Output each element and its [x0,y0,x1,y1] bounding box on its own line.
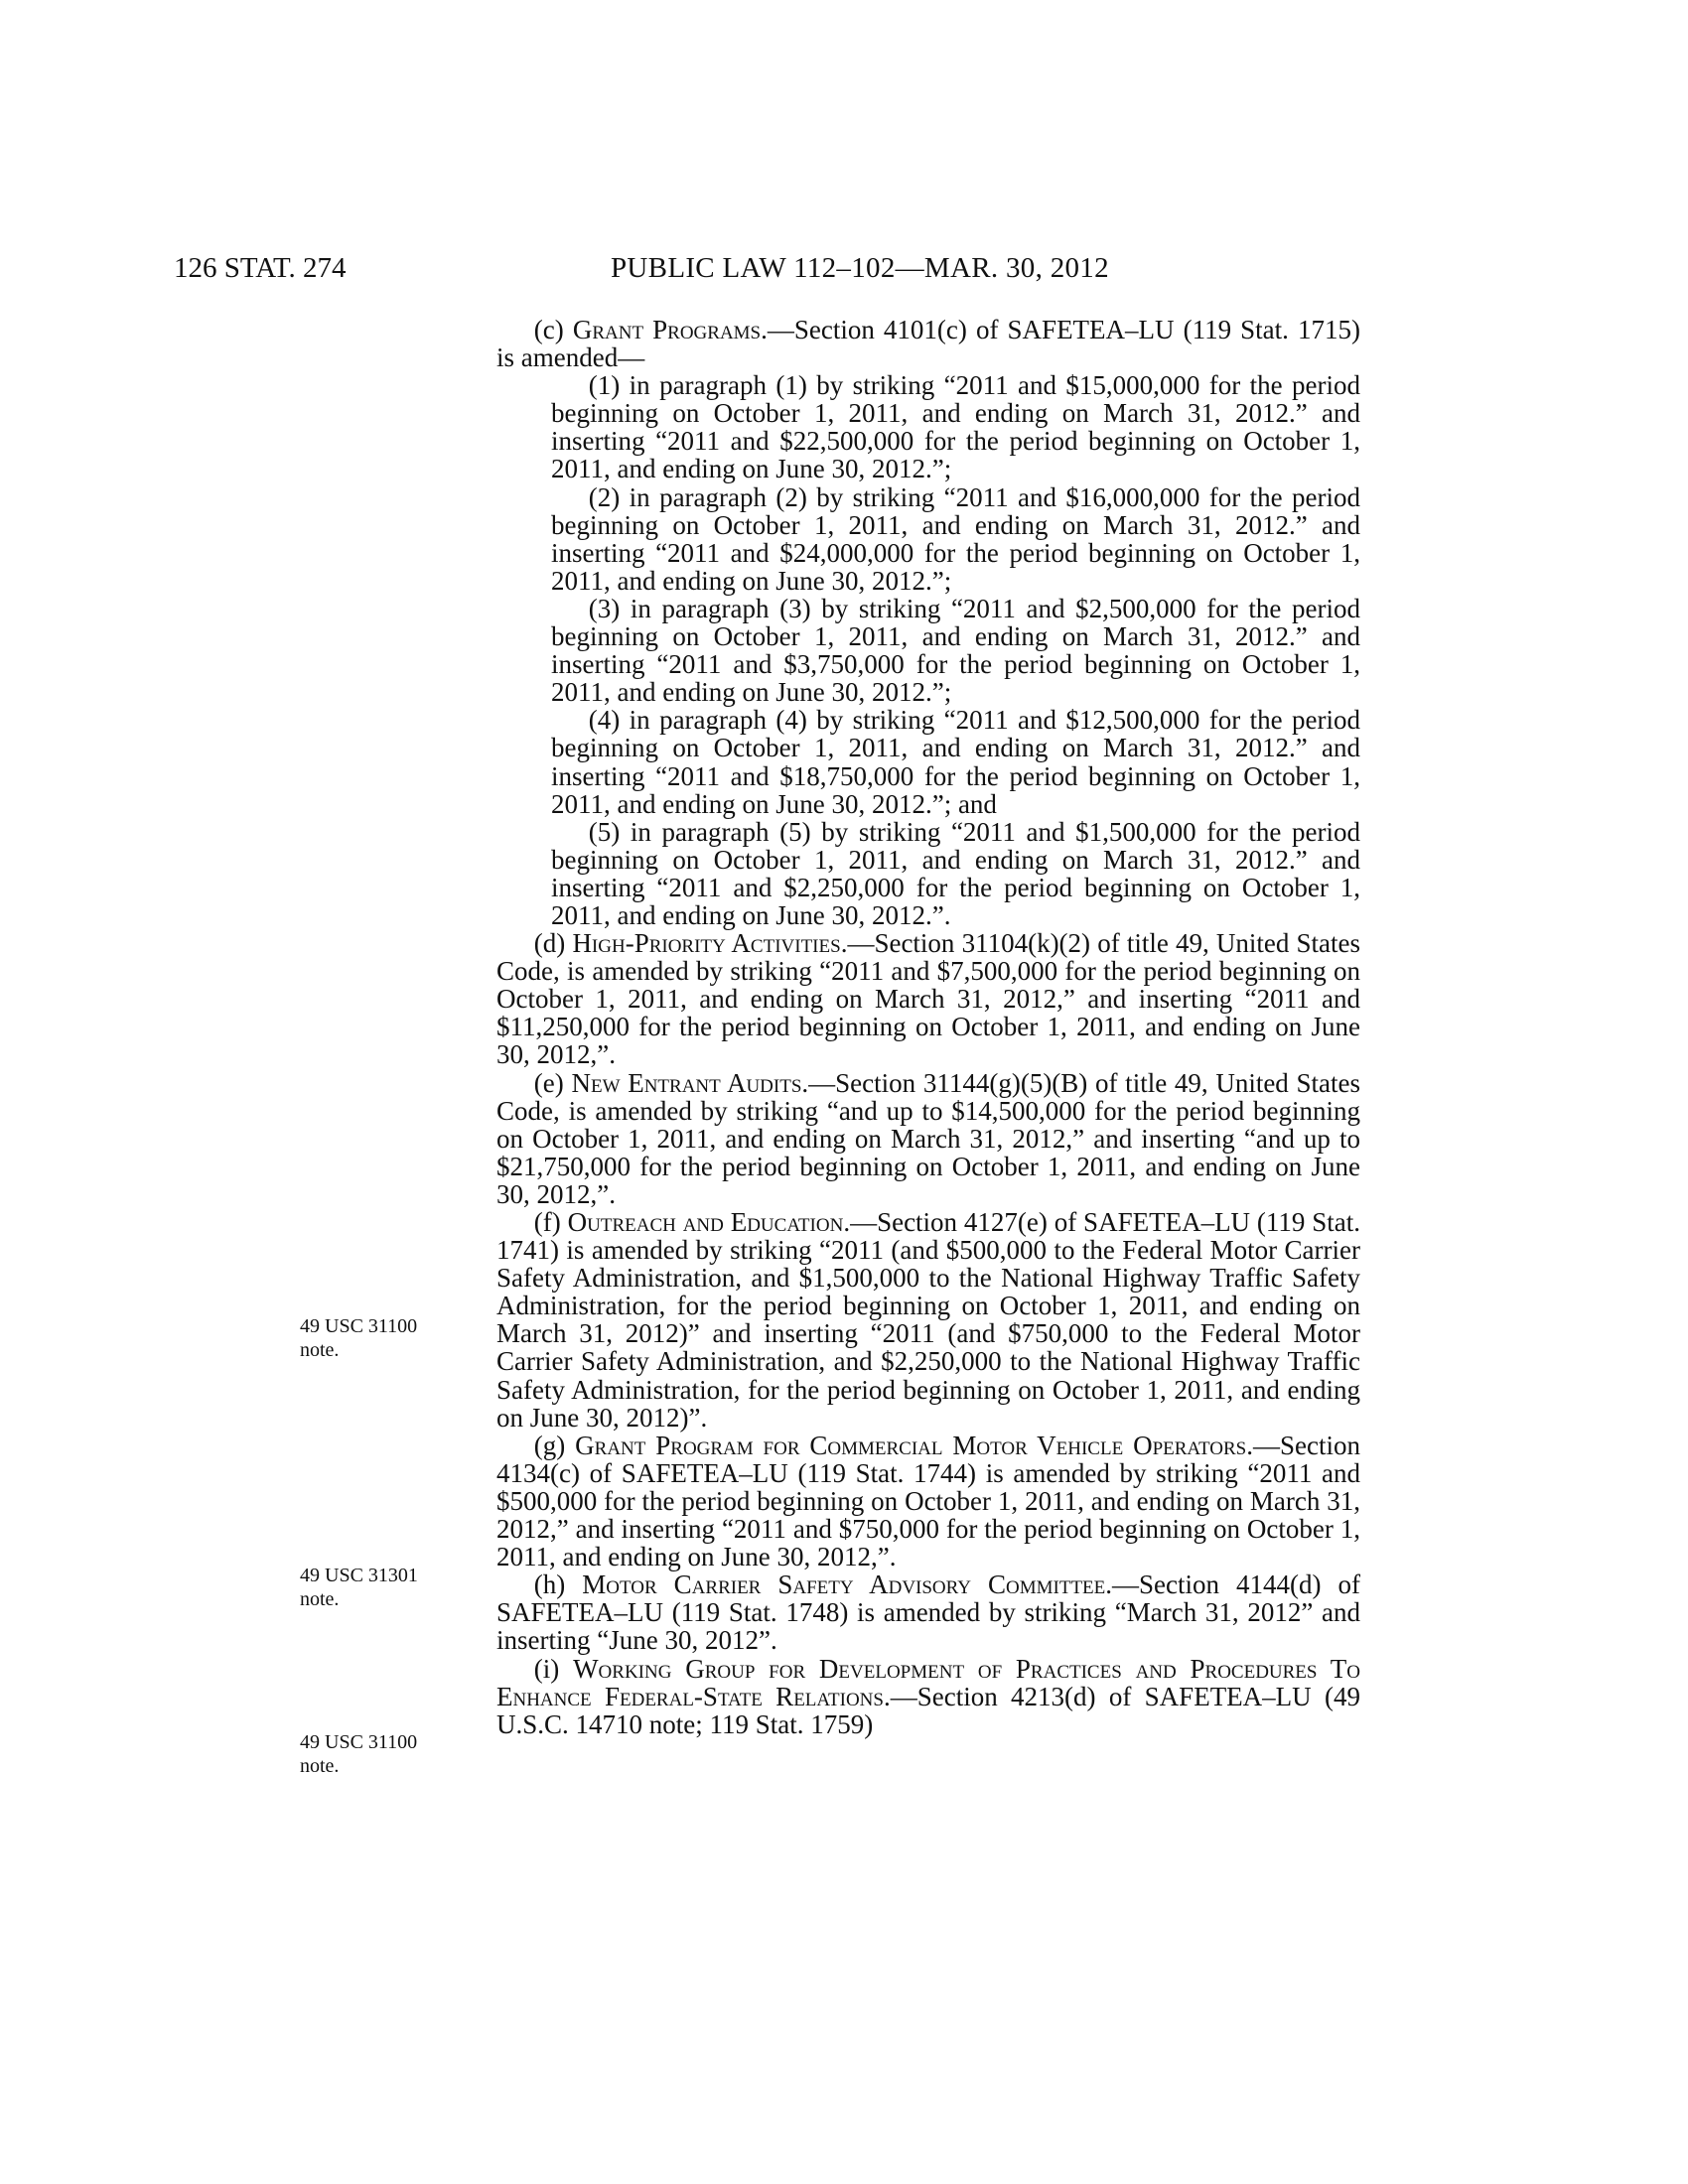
section-c-item-4: (4) in paragraph (4) by striking “2011 and $12,500,000 for the period beginning on October 1, 2011, and ending on March 31, 2012.” and inserting “2011 and $18,750,000 for the period beginning on October 1, 2011, and ending on June 30, 2012.”; and [551,705,1360,819]
document-body [496,316,1360,1738]
section-d: (d) High-Priority Activities.—Section 31104(k)(2) of title 49, United States Code, is amended by striking “2011 and $7,500,000 for the period beginning on October 1, 2011, and ending on March 31, 2012,” and inserting “2011 and $11,250,000 for the period beginning on October 1, 2011, and ending on June 30, 2012,”. [496,928,1360,1070]
margin-note [300,1730,459,1778]
section-c-item-2: (2) in paragraph (2) by striking “2011 and $16,000,000 for the period beginning on October 1, 2011, and ending on March 31, 2012.” and inserting “2011 and $24,000,000 for the period beginning on October 1, 2011, and ending on June 30, 2012.”; [551,481,1360,596]
section-heading: Motor Carrier Safety Advisory Committee [582,1570,1106,1600]
margin-note [300,1564,459,1611]
section-i: (i) Working Group for Development of Practices and Procedures To Enhance Federal-State Relations.—Section 4213(d) of SAFETEA–LU (49 U.S.C. 14710 note; 119 Stat. 1759) [496,1653,1360,1739]
section-heading: High-Priority Activities [572,928,841,959]
margin-note [300,1314,459,1362]
margin-note-citation: 49 USC 31301 [300,1565,418,1586]
section-heading: Outreach and Education [567,1207,844,1237]
section-c-item-5: (5) in paragraph (5) by striking “2011 and $1,500,000 for the period beginning on October 1, 2011, and ending on March 31, 2012.” and inserting “2011 and $2,250,000 for the period beginning on October 1, 2011, and ending on June 30, 2012.”. [551,816,1360,930]
margin-note-suffix: note. [300,1755,340,1777]
margin-note-citation: 49 USC 31100 [300,1731,418,1753]
section-c-item-1: (1) in paragraph (1) by striking “2011 and $15,000,000 for the period beginning on October 1, 2011, and ending on March 31, 2012.” and inserting “2011 and $22,500,000 for the period beginning on October 1, 2011, and ending on June 30, 2012.”; [551,370,1360,484]
section-heading: Working Group for Development of Practices and Procedures To Enhance Federal-State Relations [496,1653,1360,1711]
section-e: (e) New Entrant Audits.—Section 31144(g)(5)(B) of title 49, United States Code, is amended by striking “and up to $14,500,000 for the period beginning on October 1, 2011, and ending on March 31, 2012,” and inserting “and up to $21,750,000 for the period beginning on October 1, 2011, and ending on June 30, 2012,”. [496,1067,1361,1209]
section-c: (c) Grant Programs.—Section 4101(c) of SAFETEA–LU (119 Stat. 1715) is amended— [496,315,1360,373]
section-g: (g) Grant Program for Commercial Motor Vehicle Operators.—Section 4134(c) of SAFETEA–LU (119 Stat. 1744) is amended by striking “2011 and $500,000 for the period beginning on October 1, 2011, and ending on March 31, 2012,” and inserting “2011 and $750,000 for the period beginning on October 1, 2011, and ending on June 30, 2012,”. [496,1430,1360,1572]
section-f: (f) Outreach and Education.—Section 4127(e) of SAFETEA–LU (119 Stat. 1741) is amended by striking “2011 (and $500,000 to the Federal Motor Carrier Safety Administration, and $1,500,000 to the National Highway Traffic Safety Administration, for the period beginning on October 1, 2011, and ending on March 31, 2012)” and inserting “2011 (and $750,000 to the Federal Motor Carrier Safety Administration, and $2,250,000 to the National Highway Traffic Safety Administration, for the period beginning on October 1, 2011, and ending on June 30, 2012)”. [496,1207,1360,1433]
margin-note-suffix: note. [300,1339,340,1361]
margin-note-suffix: note. [300,1588,340,1610]
running-title: PUBLIC LAW 112–102—MAR. 30, 2012 [611,252,1109,284]
page-header [174,252,1236,292]
section-heading: Grant Programs [572,315,762,344]
section-heading: Grant Program for Commercial Motor Vehicle Operators [575,1430,1247,1460]
section-heading: New Entrant Audits [571,1067,802,1098]
stat-page-number: 126 STAT. 274 [174,252,347,284]
margin-note-citation: 49 USC 31100 [300,1315,418,1337]
section-h: (h) Motor Carrier Safety Advisory Committee.—Section 4144(d) of SAFETEA–LU (119 Stat. 1748) is amended by striking “March 31, 2012” and inserting “June 30, 2012”. [496,1570,1360,1656]
section-c-item-3: (3) in paragraph (3) by striking “2011 and $2,500,000 for the period beginning on October 1, 2011, and ending on March 31, 2012.” and inserting “2011 and $3,750,000 for the period beginning on October 1, 2011, and ending on June 30, 2012.”; [551,593,1360,708]
